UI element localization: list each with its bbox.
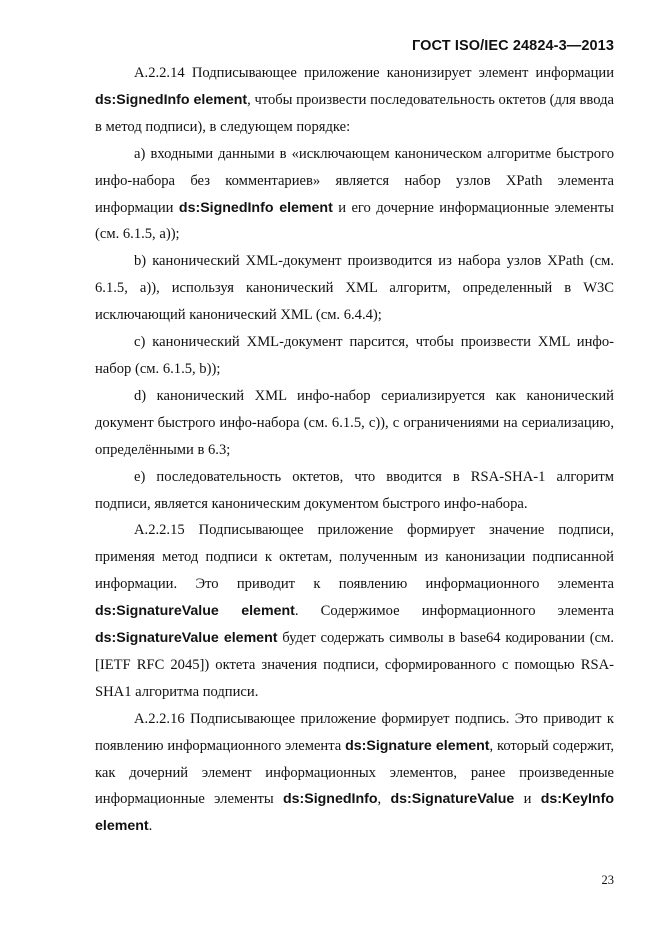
term-signedinfo: ds:SignedInfo element — [178, 199, 333, 216]
text-run: , который содержит, как дочерний элемент информационных элементов, ранее произведенные информационные элементы — [95, 737, 614, 808]
paragraph-a-2-2-14 — [95, 60, 614, 141]
text-run: , — [377, 791, 391, 808]
text-run: , чтобы произвести последовательность октетов (для ввода в метод подписи), в следующем порядке: — [95, 91, 614, 135]
paragraph-a-2-2-16 — [95, 706, 614, 841]
paragraph-a-2-2-15 — [95, 517, 614, 705]
text-run: А.2.2.15 Подписывающее приложение формирует значение подписи, применяя метод подписи к октетам, полученным из канонизации подписанной информации. Это приводит к появлению информационного элемента — [95, 522, 614, 593]
document-body — [95, 60, 614, 840]
term-signedinfo: ds:SignedInfo element — [95, 91, 248, 108]
term-signaturevalue: ds:SignatureValue element — [95, 630, 278, 647]
text-run: и — [514, 791, 541, 808]
term-signaturevalue: ds:SignatureValue element — [95, 603, 295, 620]
text-run: А.2.2.14 Подписывающее приложение канонизирует элемент информации — [134, 65, 614, 81]
list-item-c: c) канонический XML-документ парсится, чтобы произвести XML инфо-набор (см. 6.1.5, b)); — [95, 334, 614, 377]
text-run: и его дочерние информационные элементы (см. 6.1.5, а)); — [95, 199, 614, 243]
page-number: 23 — [601, 873, 614, 887]
term-signature: ds:Signature element — [345, 737, 490, 754]
term-signaturevalue: ds:SignatureValue — [390, 791, 515, 808]
list-item-a — [95, 141, 614, 249]
list-item-b: b) канонический XML-документ производится из набора узлов XPath (см. 6.1.5, а)), используя канонический XML алгоритм, определенный в W3C исключающий канонический XML (см. 6.4.4); — [95, 253, 614, 324]
text-run: будет содержать символы в base64 кодировании (см. [IETF RFC 2045]) октета значения подписи, сформированного с помощью RSA-SHA1 алгоритма подписи. — [95, 630, 614, 700]
text-run: . Содержимое информационного элемента — [294, 603, 614, 620]
document-header: ГОСТ ISO/IEC 24824-3—2013 — [412, 38, 614, 54]
text-run: а) входными данными в «исключающем каноническом алгоритме быстрого инфо-набора без комментариев» является набор узлов XPath элемента информации — [95, 145, 614, 216]
text-run: А.2.2.16 Подписывающее приложение формирует подпись. Это приводит к появлению информационного элемента — [95, 710, 614, 754]
list-item-d: d) канонический XML инфо-набор сериализируется как канонический документ быстрого инфо-набора (см. 6.1.5, с)), с ограничениями на сериализацию, определёнными в 6.3; — [95, 387, 614, 458]
term-signedinfo: ds:SignedInfo — [282, 791, 378, 808]
list-item-e: e) последовательность октетов, что вводится в RSA-SHA-1 алгоритм подписи, является каноническим документом быстрого инфо-набора. — [95, 468, 614, 512]
term-keyinfo: ds:KeyInfo element — [95, 791, 614, 835]
text-run: . — [148, 818, 153, 835]
